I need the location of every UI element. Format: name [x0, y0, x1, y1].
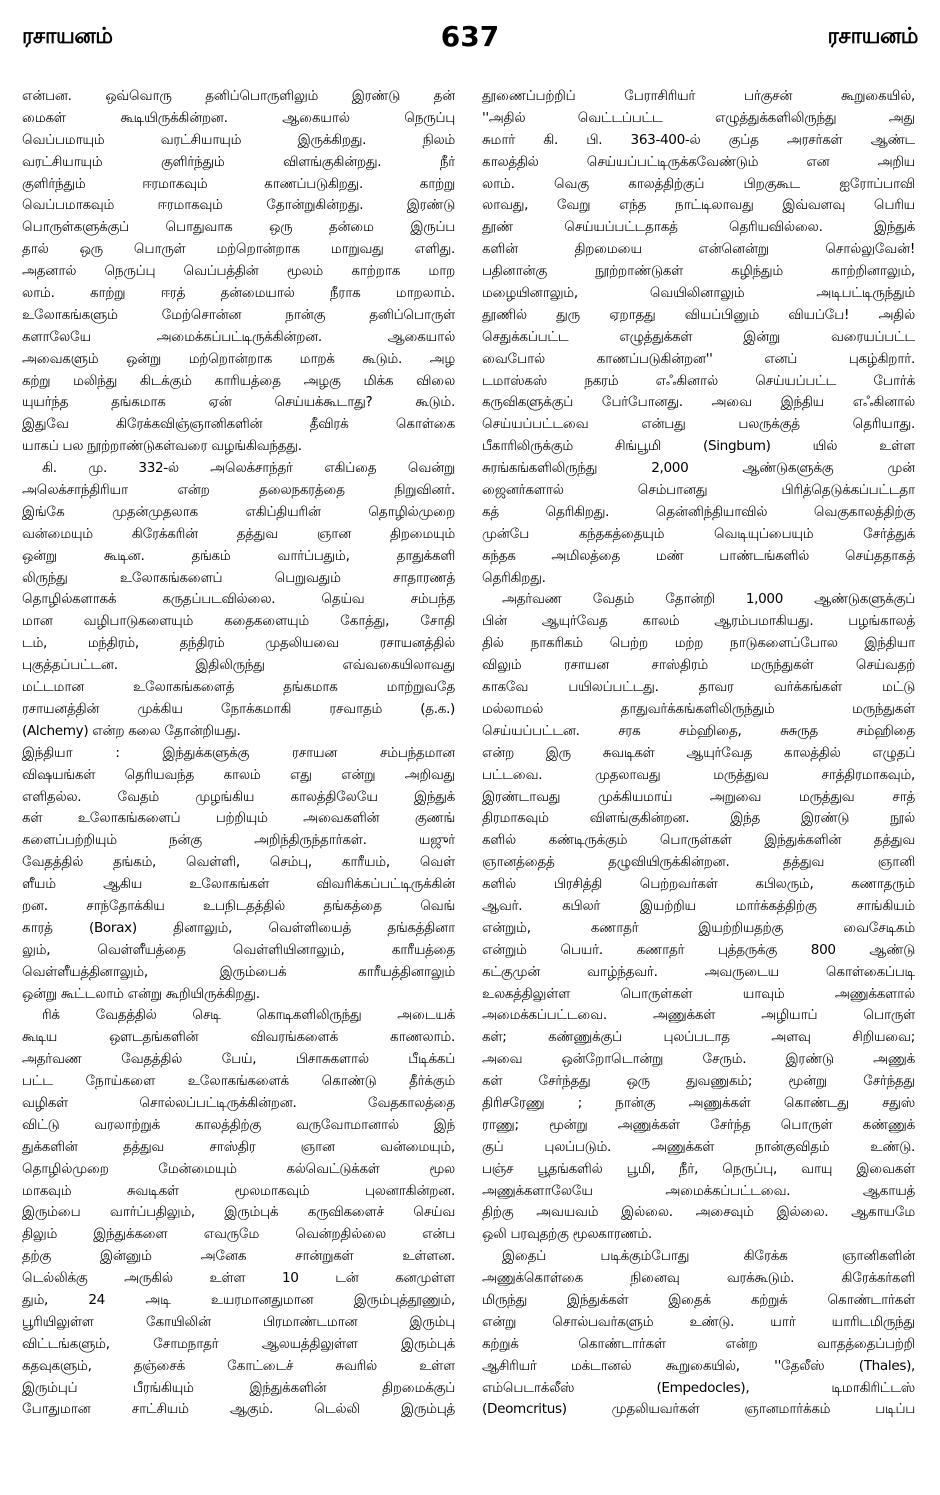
- text-line: வழிகள் சொல்லப்பட்டிருக்கின்றன. வேதகாலத்தை: [22, 1094, 455, 1111]
- text-line: றன. சாந்தோக்கிய உபநிடதத்தில் தங்கத்தை வெங்: [22, 897, 455, 914]
- text-line: கட்குமுன் வாழ்ந்தவர். அவருடைய கொள்கைப்படி: [482, 963, 915, 980]
- text-line: திலும் இந்துக்களை எவருமே வென்றதில்லை என்ப: [22, 1226, 455, 1243]
- text-line: ராணு; மூன்று அணுக்கள் சேர்ந்த பொருள் கண்ணுக்: [482, 1116, 915, 1133]
- text-line: அதர்வண வேதத்தில் பேய், பிசாசுகளால் பீடிக்கப்: [22, 1051, 455, 1068]
- text-line: கள்; கண்ணுக்குப் புலப்படாத அளவு சிறியவை;: [482, 1029, 915, 1046]
- text-line: அமைக்கப்பட்டவை. அணுக்கள் அழியாப் பொருள்: [482, 1007, 915, 1024]
- text-line: களைப்பற்றியும் நன்கு அறிந்திருந்தார்கள். யஜுர்: [22, 832, 455, 849]
- text-line: (Deomcritus) முதலியவர்கள் ஞானமார்க்கம் படிப்ப: [482, 1401, 915, 1418]
- text-line: அதனால் நெருப்பு வெப்பத்தின் மூலம் காற்றாக மாற: [22, 263, 455, 280]
- text-line: மல்லாமல் தாதுவர்க்கங்களிலிருந்தும் மருந்துகள்: [482, 700, 915, 717]
- text-line: ஞானத்தைத் தழுவியிருக்கின்றன. தத்துவ ஞானி: [482, 854, 915, 871]
- text-line: என்பன. ஒவ்வொரு தனிப்பொருளிலும் இரண்டு தன்: [22, 88, 455, 104]
- text-line: தால் ஒரு பொருள் மற்றொன்றாக மாறுவது எளிது.: [22, 241, 455, 258]
- text-line: எளிதல்ல. வேதம் முழங்கிய காலத்திலேயே இந்துக்: [22, 788, 455, 805]
- text-line: பீகாரிலிருக்கும் சிங்பூமி (Singbum) யில் உள்ள: [482, 438, 915, 455]
- text-line: அதர்வண வேதம் தோன்றி 1,000 ஆண்டுகளுக்குப்: [502, 591, 915, 608]
- text-line: என்று சொல்பவர்களும் உண்டு. யார் யாரிடமிருந்து: [482, 1313, 915, 1330]
- text-line: களின் திறமையை என்னென்று சொல்லுவேன்!: [482, 241, 915, 258]
- text-line: இங்கே முதன்முதலாக எகிப்தியரின் தொழில்முறை: [22, 503, 455, 520]
- text-line: லாம். வெகு காலத்திற்குப் பிறகுகூட ஐரோப்பாவி: [482, 175, 915, 192]
- text-line: சுமார் கி. பி. 363-400-ல் குப்த அரசர்கள் ஆண்ட: [482, 131, 915, 148]
- text-line: கந்தக அமிலத்தை மண் பாண்டங்களில் செய்ததாகத்: [482, 547, 915, 564]
- text-line: விலும் ரசாயன சாஸ்திரம் மருந்துகள் செய்வதற்: [482, 657, 915, 674]
- text-line: லாவது, வேறு எந்த நாட்டிலாவது இவ்வளவு பெரிய: [482, 197, 915, 214]
- text-line: யாகப் பல நூற்றாண்டுகள்வரை வழங்கிவந்தது.: [22, 438, 302, 455]
- text-line: டம், மந்திரம், தந்திரம் முதலியவை ரசாயனத்தில்: [22, 635, 455, 652]
- text-line: வரட்சியாயும் குளிர்ந்தும் விளங்குகின்றது. நீர்: [22, 153, 455, 170]
- text-line: தற்கு இன்னும் அனேக சான்றுகள் உள்ளன.: [22, 1248, 455, 1265]
- text-line: காரத் (Borax) தினாலும், வெள்ளியைத் தங்கத்தினா: [22, 919, 455, 936]
- text-line: இதைப் படிக்கும்போது கிரேக்க ஞானிகளின்: [502, 1248, 915, 1265]
- text-line: கற்று மலிந்து கிடக்கும் காரியத்தை அழகு மிக்க விலை: [22, 372, 455, 389]
- text-line: செய்யப்பட்டன. சரக சம்ஹிதை, சுசுருத சம்ஹிதை: [482, 722, 915, 739]
- text-line: எம்பெடாக்லீஸ் (Empedocles), டிமாகிரிட்டஸ்: [482, 1379, 915, 1396]
- text-line: வெள்ளீயத்தினாலும், இரும்பைக் காரீயத்தினாலும்: [22, 963, 455, 980]
- text-line: கள் உலோகங்களைப் பற்றியும் அவைகளின் குணங்: [22, 810, 455, 827]
- text-line: ரிக் வேதத்தில் செடி கொடிகளிலிருந்து அடையக்: [42, 1007, 455, 1024]
- text-line: மட்டமான உலோகங்களைத் தங்கமாக மாற்றுவதே: [22, 679, 455, 696]
- text-line: விட்டங்களும், சோமநாதர் ஆலயத்திலுள்ள இரும்புக்: [22, 1335, 455, 1352]
- text-line: இதுவே கிரேக்கவிஞ்ஞானிகளின் தீவிரக் கொள்கை: [22, 416, 455, 433]
- text-line: தூணில் துரு ஏறாதது வியப்பினும் வியப்பே! அதில்: [482, 306, 915, 323]
- text-line: பொருள்களுக்குப் பொதுவாக ஒரு தன்மை இருப்ப: [22, 219, 455, 236]
- text-line: அவைகளும் ஒன்று மற்றொன்றாக மாறக் கூடும். அழ: [22, 350, 455, 367]
- text-line: (Alchemy) என்ற கலை தோன்றியது.: [22, 722, 241, 739]
- text-line: ளீயம் ஆகிய உலோகங்கள் விவரிக்கப்பட்டிருக்கின்: [22, 876, 455, 893]
- text-line: ஒன்று கூடின. தங்கம் வார்ப்பதும், தாதுக்களி: [22, 547, 455, 564]
- text-line: ஒலி பரவுதற்கு மூலகாரணம்.: [482, 1226, 652, 1243]
- page-number: 637: [440, 20, 500, 53]
- running-head-left: ரசாயனம்: [22, 24, 113, 49]
- text-line: செதுக்கப்பட்ட எழுத்துக்கள் இன்று வரையப்பட்ட: [482, 328, 915, 345]
- text-line: காலத்தில் செய்யப்பட்டிருக்கவேண்டும் என அறிய: [482, 153, 915, 170]
- text-line: கதவுகளும், தஞ்சைக் கோட்டைச் சுவரில் உள்ள: [22, 1357, 455, 1374]
- text-line: லாம். காற்று ஈரத் தன்மையால் நீராக மாறலாம்.: [22, 285, 455, 302]
- left-column: [22, 86, 455, 1481]
- text-line: திற்கு அவயவம் இல்லை. அசைவும் இல்லை. ஆகாயமே: [482, 1204, 915, 1221]
- text-line: லிருந்து உலோகங்களைப் பெறுவதும் சாதாரணத்: [22, 569, 455, 586]
- text-line: என்ற இரு சுவடிகள் ஆயுர்வேத காலத்தில் எழுதப்: [482, 744, 915, 761]
- text-line: யுயர்ந்த தங்கமாக ஏன் செய்யக்கூடாது? கூடும்.: [22, 394, 455, 411]
- text-line: வைபோல் காணப்படுகின்றன'' எனப் புகழ்கிறார்.: [482, 350, 915, 367]
- text-line: தொழில்களாகக் கருதப்படவில்லை. தெய்வ சம்பந்த: [22, 591, 455, 608]
- text-line: ரசாயனத்தின் முக்கிய நோக்கமாகி ரசவாதம் (த.க.): [22, 700, 455, 717]
- text-line: பூரியிலுள்ள கோயிலின் பிரமாண்டமான இரும்பு: [22, 1313, 455, 1330]
- text-line: மைகள் கூடியிருக்கின்றன. ஆகையால் நெருப்பு: [22, 109, 455, 126]
- text-line: குளிர்ந்தும் ஈரமாகவும் காணப்படுகிறது. காற்று: [22, 175, 455, 192]
- text-line: தெரிகிறது.: [482, 569, 546, 586]
- text-line: விட்டு வரலாற்றுக் காலத்திற்கு வருவோமானால் இந்: [22, 1116, 455, 1133]
- text-line: என்றும், கணாதர் இயற்றியதற்கு வைசேடிகம்: [482, 919, 915, 936]
- text-line: பஞ்ச பூதங்களில் பூமி, நீர், நெருப்பு, வாயு இவைகள்: [482, 1160, 915, 1177]
- text-line: கற்றுக் கொண்டார்கள் என்ற வாதத்தைப்பற்றி: [482, 1335, 915, 1352]
- text-line: உலகத்திலுள்ள பொருள்கள் யாவும் அணுக்களால்: [482, 985, 915, 1002]
- text-line: காகவே பயிலப்பட்டது. தாவர வர்க்கங்கள் மட்டு: [482, 679, 915, 696]
- text-line: தில் நாகரிகம் பெற்ற மற்ற நாடுகளைப்போல இந்தியா: [482, 635, 915, 652]
- text-line: தூணைப்பற்றிப் பேராசிரியர் பர்குசன் கூறுகையில்,: [482, 88, 915, 104]
- text-line: இரும்புப் பீரங்கியும் இந்துக்களின் திறமைக்குப்: [22, 1379, 455, 1396]
- text-line: மழையினாலும், வெயிலினாலும் அடிபட்டிருந்தும்: [482, 285, 915, 302]
- text-line: களாலேயே அமைக்கப்பட்டிருக்கின்றன. ஆகையால்: [22, 328, 455, 345]
- text-line: இந்தியா : இந்துக்களுக்கு ரசாயன சம்பந்தமான: [22, 744, 455, 761]
- right-column: [482, 86, 915, 1481]
- text-line: களில் பிரசித்தி பெற்றவர்கள் கபிலரும், கணாதரும்: [482, 876, 915, 893]
- text-line: அணுக்கொள்கை நினைவு வரக்கூடும். கிரேக்கர்களி: [482, 1270, 915, 1287]
- text-line: துக்களின் தத்துவ சாஸ்திர ஞான வன்மையும்,: [22, 1138, 455, 1155]
- text-line: கத் தெரிகிறது. தென்னிந்தியாவில் வெகுகாலத்திற்கு: [482, 503, 915, 520]
- text-line: சுரங்கங்களிலிருந்து 2,000 ஆண்டுகளுக்கு முன்: [482, 460, 915, 477]
- text-line: புகுத்தப்பட்டன. இதிலிருந்து எவ்வகையிலாவது: [22, 657, 455, 674]
- text-line: வெப்பமாகவும் ஈரமாகவும் தோன்றுகின்றது. இரண்டு: [22, 197, 455, 214]
- text-line: போதுமான சாட்சியம் ஆகும். டெல்லி இரும்புத்: [22, 1401, 455, 1418]
- text-line: கள் சேர்ந்தது ஒரு துவணுகம்; மூன்று சேர்ந்தது: [482, 1073, 915, 1090]
- text-line: அவை ஒன்றோடொன்று சேரும். இரண்டு அணுக்: [482, 1051, 915, 1068]
- text-line: தும், 24 அடி உயரமானதுமான இரும்புத்தூணும்,: [22, 1291, 455, 1308]
- text-line: குப் புலப்படும். அணுக்கள் நான்குவிதம் உண்டு.: [482, 1138, 915, 1155]
- text-line: திரமாகவும் விளங்குகின்றன. இந்த இரண்டு நூல்: [482, 810, 915, 827]
- text-line: அலெக்சாந்திரியா என்ற தலைநகரத்தை நிறுவினர்.: [22, 482, 455, 499]
- text-line: ஒன்று கூட்டலாம் என்று கூறியிருக்கிறது.: [22, 985, 260, 1002]
- text-line: டமாஸ்கஸ் நகரம் எஃகினால் செய்யப்பட்ட போர்க்: [482, 372, 915, 389]
- text-line: வேதத்தில் தங்கம், வெள்ளி, செம்பு, காரீயம், வெள்: [22, 854, 455, 871]
- text-line: திரிசரேணு ; நான்கு அணுக்கள் கொண்டது சதுஸ்: [482, 1094, 915, 1111]
- running-head-right: ரசாயனம்: [827, 24, 918, 49]
- text-line: ''அதில் வெட்டப்பட்ட எழுத்துக்களிலிருந்து அது: [482, 109, 915, 126]
- text-line: மிருந்து இந்துக்கள் இதைக் கற்றுக் கொண்டார்கள்: [482, 1291, 915, 1308]
- text-line: ஆவர். கபிலர் இயற்றிய மார்க்கத்திற்கு சாங்கியம்: [482, 897, 915, 914]
- text-line: பதினான்கு நூற்றாண்டுகள் கழிந்தும் காற்றினாலும்,: [482, 263, 915, 280]
- text-line: இரண்டாவது முக்கியமாய் அறுவை மருத்துவ சாத்: [482, 788, 915, 805]
- text-line: ஆசிரியர் மக்டானல் கூறுகையில், ''தேலீஸ் (Thales),: [482, 1357, 915, 1374]
- text-line: களில் கண்டிருக்கும் பொருள்கள் இந்துக்களின் தத்துவ: [482, 832, 915, 849]
- text-line: தொழில்முறை மேன்மையும் கல்வெட்டுக்கள் மூல: [22, 1160, 455, 1177]
- text-line: பட்டவை. முதலாவது மருத்துவ சாத்திரமாகவும்,: [482, 766, 915, 783]
- text-line: கி. மு. 332-ல் அலெக்சாந்தர் எகிப்தை வென்று: [42, 460, 455, 477]
- text-line: அணுக்களாலேயே அமைக்கப்பட்டவை. ஆகாயத்: [482, 1182, 915, 1199]
- text-line: பின் ஆயுர்வேத காலம் ஆரம்பமாகியது. பழங்காலத்: [482, 613, 915, 630]
- text-line: மாகவும் சுவடிகள் மூலமாகவும் புலனாகின்றன.: [22, 1182, 455, 1199]
- text-line: உலோகங்களும் மேற்சொன்ன நான்கு தனிப்பொருள்: [22, 306, 455, 323]
- text-line: லும், வெள்ளீயத்தை வெள்ளியினாலும், காரீயத்தை: [22, 941, 455, 958]
- text-line: பட்ட நோய்களை உலோகங்களைக் கொண்டு தீர்க்கும்: [22, 1073, 455, 1090]
- text-line: வன்மையும் கிரேக்கரின் தத்துவ ஞான திறமையும்: [22, 525, 455, 542]
- text-line: கருவிகளுக்குப் பேர்போனது. அவை இந்திய எஃகினால்: [482, 394, 915, 411]
- text-line: மான வழிபாடுகளையும் கதைகளையும் கோத்து, சோதி: [22, 613, 455, 630]
- page-header: [22, 20, 918, 64]
- text-line: ஜைனர்களால் செம்பானது பிரித்தெடுக்கப்பட்டதா: [482, 482, 915, 499]
- text-line: தூண் செய்யப்பட்டதாகத் தெரியவில்லை. இந்துக்: [482, 219, 915, 236]
- text-line: செய்யப்பட்டவை என்பது பலருக்குத் தெரியாது.: [482, 416, 915, 433]
- text-line: வெப்பமாயும் வரட்சியாயும் இருக்கிறது. நிலம்: [22, 131, 455, 148]
- text-line: முன்பே கந்தகத்தையும் வெடியுப்பையும் சேர்த்துக்: [482, 525, 915, 542]
- text-line: இரும்பை வார்ப்பதிலும், இரும்புக் கருவிகளைச் செய்வ: [22, 1204, 455, 1221]
- text-line: டெல்லிக்கு அருகில் உள்ள 10 டன் கனமுள்ள: [22, 1270, 455, 1287]
- text-line: விஷயங்கள் தெரியவந்த காலம் எது என்று அறிவது: [22, 766, 455, 783]
- text-line: என்றும் பெயர். கணாதர் புத்தருக்கு 800 ஆண்டு: [482, 941, 915, 958]
- text-line: கூடிய ஔடதங்களின் விவரங்களைக் காணலாம்.: [22, 1029, 455, 1046]
